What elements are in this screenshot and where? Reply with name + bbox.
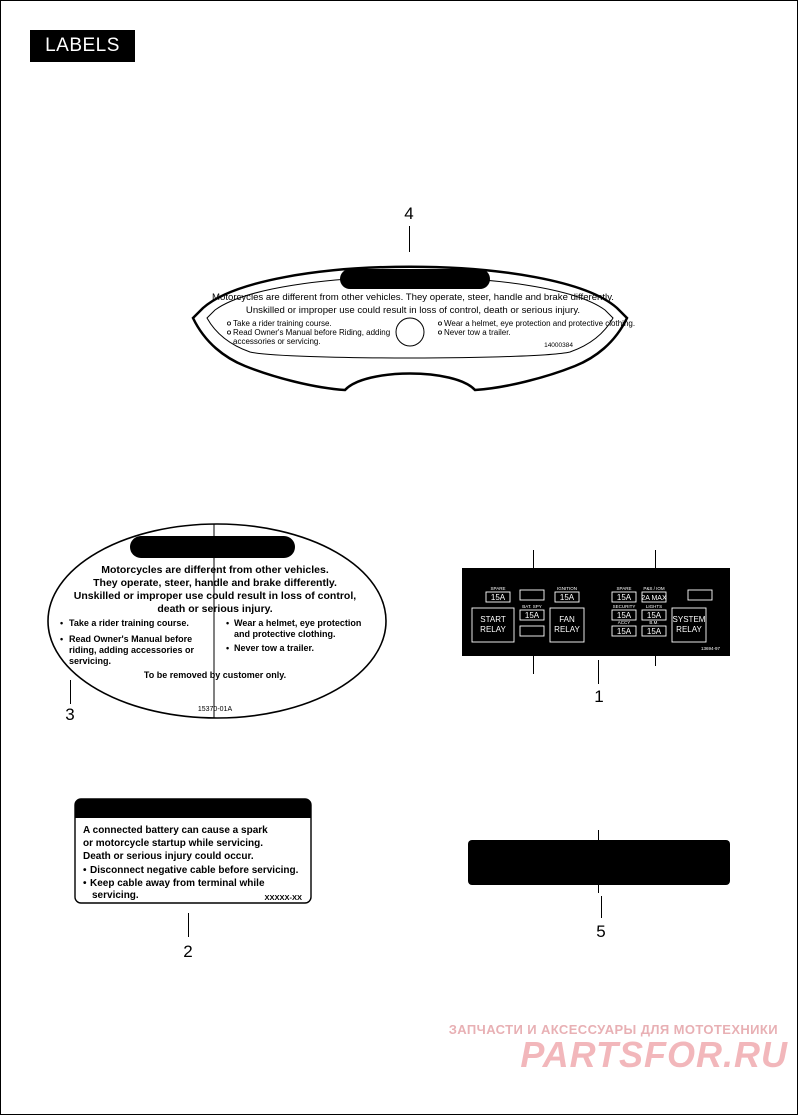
label-3-bullet4: Never tow a trailer. [234, 643, 315, 653]
label-3-line1: Motorcycles are different from other vehicles. [101, 564, 329, 576]
label-3-bullet3b: and protective clothing. [234, 629, 336, 639]
label-4-signal-bar [340, 269, 490, 289]
label-1-ignition: IGNITION [557, 586, 577, 591]
callout-5: 5 [596, 922, 606, 941]
label-1-fuse-h: 15A [646, 627, 662, 636]
label-1-start: START [480, 615, 506, 624]
label-1-fuse-f: 15A [616, 627, 632, 636]
label-3-bullet3a: Wear a helmet, eye protection [234, 618, 362, 628]
label-1-system: SYSTEM [672, 615, 706, 624]
label-4-right-bullet1: Wear a helmet, eye protection and protective clothing. [444, 319, 636, 328]
label-1-fuse-g: 15A [646, 611, 662, 620]
warning-label-2 [74, 798, 314, 906]
label-1-bm: B.M. [649, 620, 659, 625]
label-1-start-relay: RELAY [480, 625, 506, 634]
bullet-mark: • [83, 865, 87, 876]
label-2-line1: A connected battery can cause a spark [83, 825, 268, 836]
label-1-security: SECURITY [612, 604, 636, 609]
label-1-fan-relay: RELAY [554, 625, 580, 634]
label-1-bat-sply: BAT. SPY [522, 604, 542, 609]
warning-label-3 [40, 518, 395, 723]
label-2-bullet2b: servicing. [92, 890, 139, 901]
label-4-right-bullet2: Never tow a trailer. [444, 328, 511, 337]
bullet-mark: • [60, 618, 64, 628]
leader-line-2 [188, 913, 189, 937]
leader-line-1-bottom-right [655, 656, 656, 666]
leader-line-1-bottom-left [533, 656, 534, 674]
callout-3: 3 [65, 705, 75, 724]
leader-line-1-top-right [655, 550, 656, 570]
leader-line-1-top [533, 550, 534, 570]
label-1-fuse-b: 15A [524, 611, 540, 620]
label-1-part-number: 13694-97 [700, 646, 720, 651]
label-2-line2: or motorcycle startup while servicing. [83, 838, 264, 849]
watermark-tagline: ЗАПЧАСТИ И АКСЕССУАРЫ ДЛЯ МОТОТЕХНИКИ [448, 1022, 778, 1037]
label-1-fuse-e: 15A [616, 611, 632, 620]
section-title: LABELS [30, 30, 135, 62]
leader-line-3 [70, 680, 71, 704]
label-3-line3: Unskilled or improper use could result in loss of control, [73, 590, 357, 602]
label-2-bullet2a: Keep cable away from terminal while [90, 878, 265, 889]
bullet-mark: • [83, 878, 87, 889]
bullet-mark: • [226, 618, 230, 628]
label-1-fan: FAN [559, 615, 575, 624]
label-3-line2: They operate, steer, handle and brake differently. [93, 577, 337, 589]
label-4-line1: Motorcycles are different from other vehicles. They operate, steer, handle and brake differently. [212, 292, 614, 303]
label-1-system-relay: RELAY [676, 625, 702, 634]
label-1-fuse-c: 15A [559, 593, 575, 602]
warning-label-4 [175, 248, 645, 398]
callout-1: 1 [594, 687, 604, 706]
label-2-part-number: XXXXX-XX [264, 893, 302, 902]
label-3-part-number: 15370-01A [197, 706, 233, 713]
label-1-lights: LIGHTS [645, 604, 663, 609]
label-1-spare1: SPARE [490, 586, 506, 591]
fuse-relay-label-1 [462, 568, 730, 656]
leader-line-5-mid [598, 885, 599, 893]
label-1-fuse-d: 15A [616, 593, 632, 602]
callout-4: 4 [404, 204, 414, 223]
leader-line-1 [598, 660, 599, 684]
label-4-left-bullet2b: accessories or servicing. [233, 337, 321, 346]
label-3-footer: To be removed by customer only. [143, 670, 287, 680]
bullet-mark: • [226, 643, 230, 653]
label-1-fuse-a: 15A [490, 593, 506, 602]
label-1-background [462, 568, 730, 656]
label-4-center-circle [396, 318, 424, 346]
label-3-bullet2c: servicing. [69, 656, 112, 666]
bullet-mark: • [60, 634, 64, 644]
label-1-spare2: SPARE [616, 586, 632, 591]
label-2-signal-bar [75, 799, 311, 818]
label-4-left-bullet2a: Read Owner's Manual before Riding, adding [233, 328, 391, 337]
label-3-line4: death or serious injury. [157, 603, 273, 615]
label-4-left-bullet1: Take a rider training course. [233, 319, 332, 328]
label-2-line3: Death or serious injury could occur. [83, 851, 254, 862]
label-1-max-2a: 2A MAX [641, 595, 667, 602]
label-5-blank-bar [468, 840, 730, 885]
label-3-bullet1: Take a rider training course. [69, 618, 189, 628]
label-3-signal-bar [130, 536, 295, 558]
label-4-line2: Unskilled or improper use could result in loss of control, death or serious injury. [245, 305, 581, 316]
label-1-ps-iom: P&S / IOM [643, 586, 665, 591]
leader-line-5 [601, 896, 602, 918]
watermark-brand: PARTSFOR.RU [520, 1034, 788, 1075]
label-1-accy: ACCY [617, 620, 631, 625]
callout-2: 2 [183, 942, 193, 961]
label-4-part-number: 14000384 [544, 342, 573, 349]
label-2-bullet1: Disconnect negative cable before servicing. [90, 865, 299, 876]
label-3-bullet2a: Read Owner's Manual before [69, 634, 193, 644]
label-3-bullet2b: riding, adding accessories or [69, 645, 195, 655]
